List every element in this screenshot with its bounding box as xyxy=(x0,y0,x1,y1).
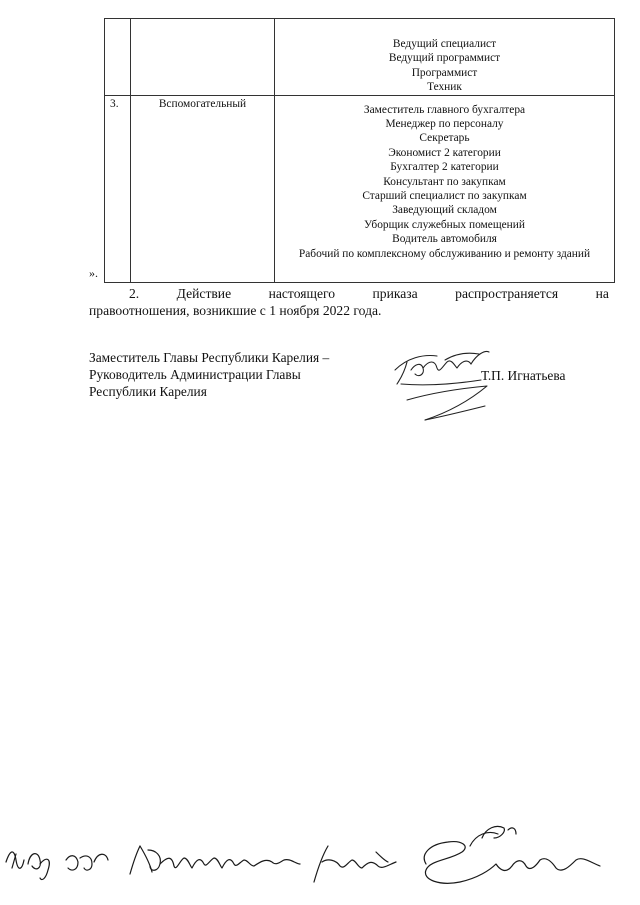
position-name: Заведующий складом xyxy=(392,204,497,217)
position-group-cell: Вспомогательный xyxy=(131,95,275,282)
table-row-continued xyxy=(105,19,615,96)
signer-title-line: Заместитель Главы Республики Карелия – xyxy=(89,350,330,365)
clause-number: 2. xyxy=(129,286,140,301)
position-name: Старший специалист по закупкам xyxy=(362,190,527,203)
position-group-cell xyxy=(131,19,275,96)
clause-line xyxy=(89,285,609,302)
position-name: Рабочий по комплексному обслуживанию и ремонту зданий xyxy=(298,247,591,260)
position-name: Бухгалтер 2 категории xyxy=(390,161,499,174)
position-name: Консультант по закупкам xyxy=(383,175,506,188)
clause-word: приказа xyxy=(372,286,418,301)
clause-2 xyxy=(89,285,609,319)
position-name: Ведущий специалист xyxy=(392,38,497,50)
clause-word: Действие xyxy=(176,286,232,301)
positions-table xyxy=(104,18,615,283)
row-number-cell: 3. xyxy=(105,95,131,282)
closing-quote: ». xyxy=(89,266,98,280)
position-name: Секретарь xyxy=(419,132,470,145)
table-row-3 xyxy=(105,95,615,282)
position-name: Программист xyxy=(411,66,478,79)
signer-title-line: Республики Карелия xyxy=(89,384,207,399)
position-name: Менеджер по персоналу xyxy=(385,118,504,131)
clause-word: распространяется xyxy=(455,286,559,301)
position-name: Заместитель главного бухгалтера xyxy=(363,103,526,116)
position-name: Уборщик служебных помещений xyxy=(364,218,525,231)
row-number-cell xyxy=(105,19,131,96)
position-name: Техник xyxy=(427,81,462,94)
position-name: Водитель автомобиля xyxy=(392,233,497,246)
signer-name: Т.П. Игнатьева xyxy=(481,368,566,383)
positions-cell xyxy=(275,95,615,282)
clause-line: правоотношения, возникшие с 1 ноября 2022 года. xyxy=(89,303,382,318)
handwritten-signature xyxy=(385,340,495,430)
clause-word: настоящего xyxy=(268,286,336,301)
signer-title xyxy=(89,349,329,400)
position-name: Экономист 2 категории xyxy=(388,146,501,159)
signer-title-line: Руководитель Администрации Главы xyxy=(89,367,301,382)
positions-cell xyxy=(275,19,615,96)
position-name: Ведущий программист xyxy=(388,52,501,65)
clause-word: на xyxy=(595,286,609,301)
approval-signatures xyxy=(0,820,640,905)
